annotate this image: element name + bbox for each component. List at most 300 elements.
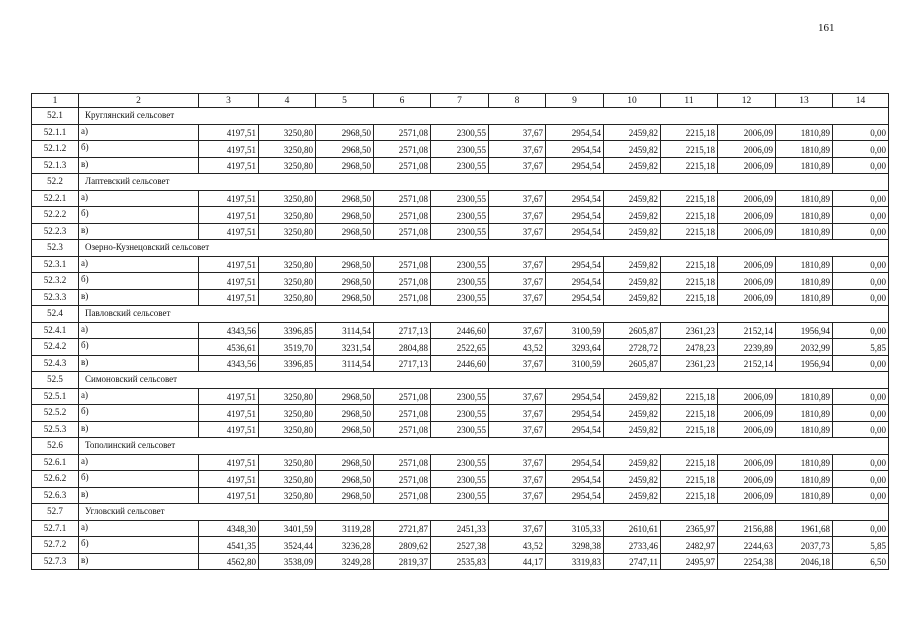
value-cell: 2954,54: [546, 207, 604, 224]
value-cell: 3519,70: [259, 339, 316, 356]
table-row: [32, 537, 889, 554]
table-row: [32, 190, 889, 207]
table-row: [32, 421, 889, 438]
row-subitem: в): [79, 421, 199, 438]
value-cell: 2571,08: [374, 190, 431, 207]
section-code: 52.4: [32, 306, 79, 323]
section-header-row: [32, 174, 889, 191]
value-cell: 37,67: [489, 207, 546, 224]
value-cell: 2968,50: [316, 421, 374, 438]
value-cell: 2032,99: [776, 339, 833, 356]
value-cell: 37,67: [489, 388, 546, 405]
section-title: Лаптевский сельсовет: [79, 174, 889, 191]
column-number: 8: [489, 94, 546, 108]
value-cell: 37,67: [489, 289, 546, 306]
value-cell: 1810,89: [776, 157, 833, 174]
value-cell: 0,00: [833, 388, 889, 405]
section-header-row: [32, 372, 889, 389]
column-number: 14: [833, 94, 889, 108]
value-cell: 3250,80: [259, 487, 316, 504]
value-cell: 3319,83: [546, 553, 604, 570]
value-cell: 0,00: [833, 471, 889, 488]
row-subitem: а): [79, 124, 199, 141]
value-cell: 2215,18: [661, 157, 718, 174]
value-cell: 2006,09: [718, 289, 776, 306]
value-cell: 2300,55: [431, 157, 489, 174]
value-cell: 2954,54: [546, 190, 604, 207]
value-cell: 2046,18: [776, 553, 833, 570]
value-cell: 2459,82: [604, 487, 661, 504]
table-row: [32, 454, 889, 471]
value-cell: 2215,18: [661, 487, 718, 504]
value-cell: 1810,89: [776, 289, 833, 306]
section-title: Тополинский сельсовет: [79, 438, 889, 455]
value-cell: 4562,80: [199, 553, 259, 570]
value-cell: 3293,64: [546, 339, 604, 356]
row-subitem: б): [79, 207, 199, 224]
row-code: 52.5.2: [32, 405, 79, 422]
value-cell: 2571,08: [374, 421, 431, 438]
value-cell: 2571,08: [374, 157, 431, 174]
value-cell: 2804,88: [374, 339, 431, 356]
row-code: 52.4.1: [32, 322, 79, 339]
value-cell: 3250,80: [259, 421, 316, 438]
value-cell: 3250,80: [259, 223, 316, 240]
table-row: [32, 157, 889, 174]
value-cell: 2954,54: [546, 471, 604, 488]
row-code: 52.7.2: [32, 537, 79, 554]
value-cell: 2482,97: [661, 537, 718, 554]
row-subitem: б): [79, 537, 199, 554]
value-cell: 2300,55: [431, 190, 489, 207]
value-cell: 2571,08: [374, 124, 431, 141]
value-cell: 1810,89: [776, 388, 833, 405]
value-cell: 3119,28: [316, 520, 374, 537]
value-cell: 1961,68: [776, 520, 833, 537]
value-cell: 2968,50: [316, 124, 374, 141]
value-cell: 2571,08: [374, 487, 431, 504]
column-number: 10: [604, 94, 661, 108]
row-code: 52.5.1: [32, 388, 79, 405]
row-subitem: в): [79, 553, 199, 570]
value-cell: 37,67: [489, 487, 546, 504]
section-header-row: [32, 306, 889, 323]
row-code: 52.2.2: [32, 207, 79, 224]
value-cell: 2968,50: [316, 190, 374, 207]
section-code: 52.7: [32, 504, 79, 521]
value-cell: 0,00: [833, 487, 889, 504]
column-number: 6: [374, 94, 431, 108]
value-cell: 37,67: [489, 405, 546, 422]
value-cell: 2215,18: [661, 256, 718, 273]
value-cell: 37,67: [489, 421, 546, 438]
value-cell: 3250,80: [259, 405, 316, 422]
value-cell: 2968,50: [316, 223, 374, 240]
value-cell: 2968,50: [316, 273, 374, 290]
column-number: 7: [431, 94, 489, 108]
table-row: [32, 207, 889, 224]
value-cell: 2459,82: [604, 256, 661, 273]
row-subitem: б): [79, 141, 199, 158]
value-cell: 2006,09: [718, 190, 776, 207]
value-cell: 2006,09: [718, 223, 776, 240]
value-cell: 3114,54: [316, 355, 374, 372]
value-cell: 2968,50: [316, 454, 374, 471]
section-header-row: [32, 240, 889, 257]
value-cell: 0,00: [833, 405, 889, 422]
value-cell: 37,67: [489, 454, 546, 471]
value-cell: 0,00: [833, 520, 889, 537]
value-cell: 2459,82: [604, 223, 661, 240]
value-cell: 2446,60: [431, 355, 489, 372]
value-cell: 2152,14: [718, 355, 776, 372]
value-cell: 0,00: [833, 124, 889, 141]
value-cell: 2571,08: [374, 273, 431, 290]
table-row: [32, 223, 889, 240]
value-cell: 2459,82: [604, 405, 661, 422]
value-cell: 2300,55: [431, 141, 489, 158]
value-cell: 3114,54: [316, 322, 374, 339]
value-cell: 3249,28: [316, 553, 374, 570]
value-cell: 2215,18: [661, 141, 718, 158]
value-cell: 2300,55: [431, 471, 489, 488]
value-cell: 3236,28: [316, 537, 374, 554]
value-cell: 0,00: [833, 454, 889, 471]
value-cell: 2747,11: [604, 553, 661, 570]
value-cell: 3100,59: [546, 322, 604, 339]
value-cell: 2361,23: [661, 355, 718, 372]
value-cell: 2459,82: [604, 454, 661, 471]
column-number-header: [32, 94, 889, 108]
table-row: [32, 322, 889, 339]
value-cell: 2300,55: [431, 421, 489, 438]
row-subitem: в): [79, 487, 199, 504]
value-cell: 2733,46: [604, 537, 661, 554]
value-cell: 2571,08: [374, 289, 431, 306]
value-cell: 2968,50: [316, 405, 374, 422]
value-cell: 2571,08: [374, 223, 431, 240]
value-cell: 3250,80: [259, 471, 316, 488]
row-subitem: в): [79, 355, 199, 372]
value-cell: 0,00: [833, 421, 889, 438]
value-cell: 2954,54: [546, 487, 604, 504]
value-cell: 2215,18: [661, 454, 718, 471]
row-code: 52.6.3: [32, 487, 79, 504]
value-cell: 37,67: [489, 322, 546, 339]
value-cell: 2300,55: [431, 124, 489, 141]
table-row: [32, 388, 889, 405]
value-cell: 2954,54: [546, 223, 604, 240]
section-code: 52.2: [32, 174, 79, 191]
value-cell: 1956,94: [776, 355, 833, 372]
value-cell: 1810,89: [776, 471, 833, 488]
row-code: 52.7.3: [32, 553, 79, 570]
value-cell: 2819,37: [374, 553, 431, 570]
value-cell: 2522,65: [431, 339, 489, 356]
value-cell: 2006,09: [718, 471, 776, 488]
value-cell: 2459,82: [604, 157, 661, 174]
value-cell: 2968,50: [316, 487, 374, 504]
value-cell: 0,00: [833, 289, 889, 306]
value-cell: 4348,30: [199, 520, 259, 537]
row-code: 52.6.1: [32, 454, 79, 471]
value-cell: 2571,08: [374, 405, 431, 422]
value-cell: 2728,72: [604, 339, 661, 356]
value-cell: 3396,85: [259, 322, 316, 339]
value-cell: 44,17: [489, 553, 546, 570]
table-row: [32, 355, 889, 372]
value-cell: 2571,08: [374, 471, 431, 488]
column-number: 5: [316, 94, 374, 108]
value-cell: 2006,09: [718, 405, 776, 422]
value-cell: 0,00: [833, 157, 889, 174]
value-cell: 2459,82: [604, 141, 661, 158]
value-cell: 2459,82: [604, 388, 661, 405]
row-subitem: б): [79, 339, 199, 356]
value-cell: 2954,54: [546, 256, 604, 273]
row-code: 52.2.1: [32, 190, 79, 207]
table-row: [32, 141, 889, 158]
value-cell: 2215,18: [661, 223, 718, 240]
value-cell: 0,00: [833, 273, 889, 290]
value-cell: 4197,51: [199, 190, 259, 207]
value-cell: 4197,51: [199, 157, 259, 174]
row-code: 52.4.2: [32, 339, 79, 356]
value-cell: 3298,38: [546, 537, 604, 554]
value-cell: 4197,51: [199, 124, 259, 141]
value-cell: 2571,08: [374, 141, 431, 158]
table-row: [32, 339, 889, 356]
value-cell: 37,67: [489, 273, 546, 290]
row-code: 52.1.1: [32, 124, 79, 141]
value-cell: 3396,85: [259, 355, 316, 372]
value-cell: 2610,61: [604, 520, 661, 537]
section-title: Круглянский сельсовет: [79, 108, 889, 125]
value-cell: 2954,54: [546, 141, 604, 158]
table-row: [32, 487, 889, 504]
value-cell: 2300,55: [431, 289, 489, 306]
row-subitem: а): [79, 454, 199, 471]
table-row: [32, 124, 889, 141]
value-cell: 1810,89: [776, 256, 833, 273]
value-cell: 0,00: [833, 355, 889, 372]
value-cell: 2717,13: [374, 322, 431, 339]
value-cell: 2605,87: [604, 355, 661, 372]
value-cell: 4343,56: [199, 355, 259, 372]
value-cell: 2954,54: [546, 157, 604, 174]
value-cell: 4197,51: [199, 487, 259, 504]
value-cell: 37,67: [489, 471, 546, 488]
value-cell: 2215,18: [661, 471, 718, 488]
value-cell: 2968,50: [316, 141, 374, 158]
row-subitem: а): [79, 190, 199, 207]
value-cell: 3250,80: [259, 454, 316, 471]
value-cell: 2215,18: [661, 124, 718, 141]
value-cell: 3250,80: [259, 289, 316, 306]
value-cell: 1810,89: [776, 421, 833, 438]
value-cell: 2968,50: [316, 256, 374, 273]
value-cell: 2605,87: [604, 322, 661, 339]
value-cell: 2954,54: [546, 405, 604, 422]
table-row: [32, 256, 889, 273]
value-cell: 0,00: [833, 256, 889, 273]
column-number: 2: [79, 94, 199, 108]
value-cell: 0,00: [833, 190, 889, 207]
value-cell: 2215,18: [661, 190, 718, 207]
value-cell: 2006,09: [718, 487, 776, 504]
value-cell: 2968,50: [316, 289, 374, 306]
value-cell: 2954,54: [546, 421, 604, 438]
value-cell: 2571,08: [374, 207, 431, 224]
value-cell: 4197,51: [199, 223, 259, 240]
value-cell: 2037,73: [776, 537, 833, 554]
value-cell: 1810,89: [776, 207, 833, 224]
table-row: [32, 405, 889, 422]
value-cell: 2459,82: [604, 124, 661, 141]
value-cell: 2535,83: [431, 553, 489, 570]
value-cell: 2300,55: [431, 256, 489, 273]
section-header-row: [32, 504, 889, 521]
row-subitem: в): [79, 289, 199, 306]
value-cell: 0,00: [833, 322, 889, 339]
value-cell: 2215,18: [661, 388, 718, 405]
section-title: Угловский сельсовет: [79, 504, 889, 521]
value-cell: 2006,09: [718, 157, 776, 174]
value-cell: 2968,50: [316, 471, 374, 488]
value-cell: 4197,51: [199, 289, 259, 306]
value-cell: 1810,89: [776, 405, 833, 422]
value-cell: 2459,82: [604, 207, 661, 224]
value-cell: 2156,88: [718, 520, 776, 537]
value-cell: 2954,54: [546, 273, 604, 290]
column-number: 12: [718, 94, 776, 108]
value-cell: 4197,51: [199, 388, 259, 405]
value-cell: 2006,09: [718, 256, 776, 273]
value-cell: 5,85: [833, 537, 889, 554]
value-cell: 2721,87: [374, 520, 431, 537]
value-cell: 1810,89: [776, 190, 833, 207]
value-cell: 2459,82: [604, 273, 661, 290]
row-code: 52.1.3: [32, 157, 79, 174]
row-code: 52.3.3: [32, 289, 79, 306]
row-subitem: б): [79, 273, 199, 290]
value-cell: 4541,35: [199, 537, 259, 554]
column-number: 4: [259, 94, 316, 108]
section-title: Озерно-Кузнецовский сельсовет: [79, 240, 889, 257]
column-number: 13: [776, 94, 833, 108]
value-cell: 2300,55: [431, 454, 489, 471]
value-cell: 3100,59: [546, 355, 604, 372]
value-cell: 3250,80: [259, 256, 316, 273]
row-subitem: в): [79, 157, 199, 174]
value-cell: 4197,51: [199, 256, 259, 273]
value-cell: 37,67: [489, 223, 546, 240]
value-cell: 2300,55: [431, 487, 489, 504]
page-number: 161: [818, 22, 835, 34]
section-header-row: [32, 108, 889, 125]
value-cell: 4197,51: [199, 273, 259, 290]
value-cell: 1810,89: [776, 454, 833, 471]
value-cell: 2300,55: [431, 223, 489, 240]
value-cell: 4197,51: [199, 207, 259, 224]
section-code: 52.3: [32, 240, 79, 257]
section-code: 52.5: [32, 372, 79, 389]
value-cell: 2239,89: [718, 339, 776, 356]
value-cell: 3524,44: [259, 537, 316, 554]
value-cell: 2361,23: [661, 322, 718, 339]
value-cell: 37,67: [489, 355, 546, 372]
value-cell: 2571,08: [374, 388, 431, 405]
value-cell: 4197,51: [199, 454, 259, 471]
row-code: 52.4.3: [32, 355, 79, 372]
value-cell: 3250,80: [259, 141, 316, 158]
row-subitem: а): [79, 322, 199, 339]
table-row: [32, 553, 889, 570]
row-code: 52.1.2: [32, 141, 79, 158]
section-title: Павловский сельсовет: [79, 306, 889, 323]
row-code: 52.2.3: [32, 223, 79, 240]
value-cell: 1810,89: [776, 141, 833, 158]
value-cell: 3105,33: [546, 520, 604, 537]
row-subitem: а): [79, 520, 199, 537]
value-cell: 4197,51: [199, 421, 259, 438]
table-row: [32, 471, 889, 488]
row-code: 52.3.1: [32, 256, 79, 273]
value-cell: 2968,50: [316, 388, 374, 405]
value-cell: 2968,50: [316, 207, 374, 224]
value-cell: 37,67: [489, 157, 546, 174]
section-header-row: [32, 438, 889, 455]
row-code: 52.3.2: [32, 273, 79, 290]
value-cell: 2365,97: [661, 520, 718, 537]
value-cell: 3538,09: [259, 553, 316, 570]
value-cell: 2006,09: [718, 421, 776, 438]
value-cell: 2300,55: [431, 405, 489, 422]
value-cell: 2006,09: [718, 454, 776, 471]
table-row: [32, 289, 889, 306]
section-code: 52.6: [32, 438, 79, 455]
value-cell: 1810,89: [776, 273, 833, 290]
value-cell: 2300,55: [431, 388, 489, 405]
value-cell: 2215,18: [661, 405, 718, 422]
row-subitem: в): [79, 223, 199, 240]
value-cell: 1810,89: [776, 487, 833, 504]
value-cell: 5,85: [833, 339, 889, 356]
value-cell: 2571,08: [374, 454, 431, 471]
value-cell: 2300,55: [431, 273, 489, 290]
value-cell: 4197,51: [199, 471, 259, 488]
row-subitem: б): [79, 471, 199, 488]
value-cell: 2215,18: [661, 273, 718, 290]
column-number: 11: [661, 94, 718, 108]
value-cell: 2300,55: [431, 207, 489, 224]
tariff-table: [31, 93, 889, 570]
value-cell: 2954,54: [546, 388, 604, 405]
value-cell: 3401,59: [259, 520, 316, 537]
value-cell: 2244,63: [718, 537, 776, 554]
value-cell: 2478,23: [661, 339, 718, 356]
value-cell: 3231,54: [316, 339, 374, 356]
value-cell: 3250,80: [259, 124, 316, 141]
row-code: 52.6.2: [32, 471, 79, 488]
value-cell: 3250,80: [259, 190, 316, 207]
value-cell: 2459,82: [604, 471, 661, 488]
row-subitem: а): [79, 388, 199, 405]
row-code: 52.7.1: [32, 520, 79, 537]
value-cell: 2006,09: [718, 124, 776, 141]
value-cell: 2006,09: [718, 141, 776, 158]
value-cell: 3250,80: [259, 388, 316, 405]
